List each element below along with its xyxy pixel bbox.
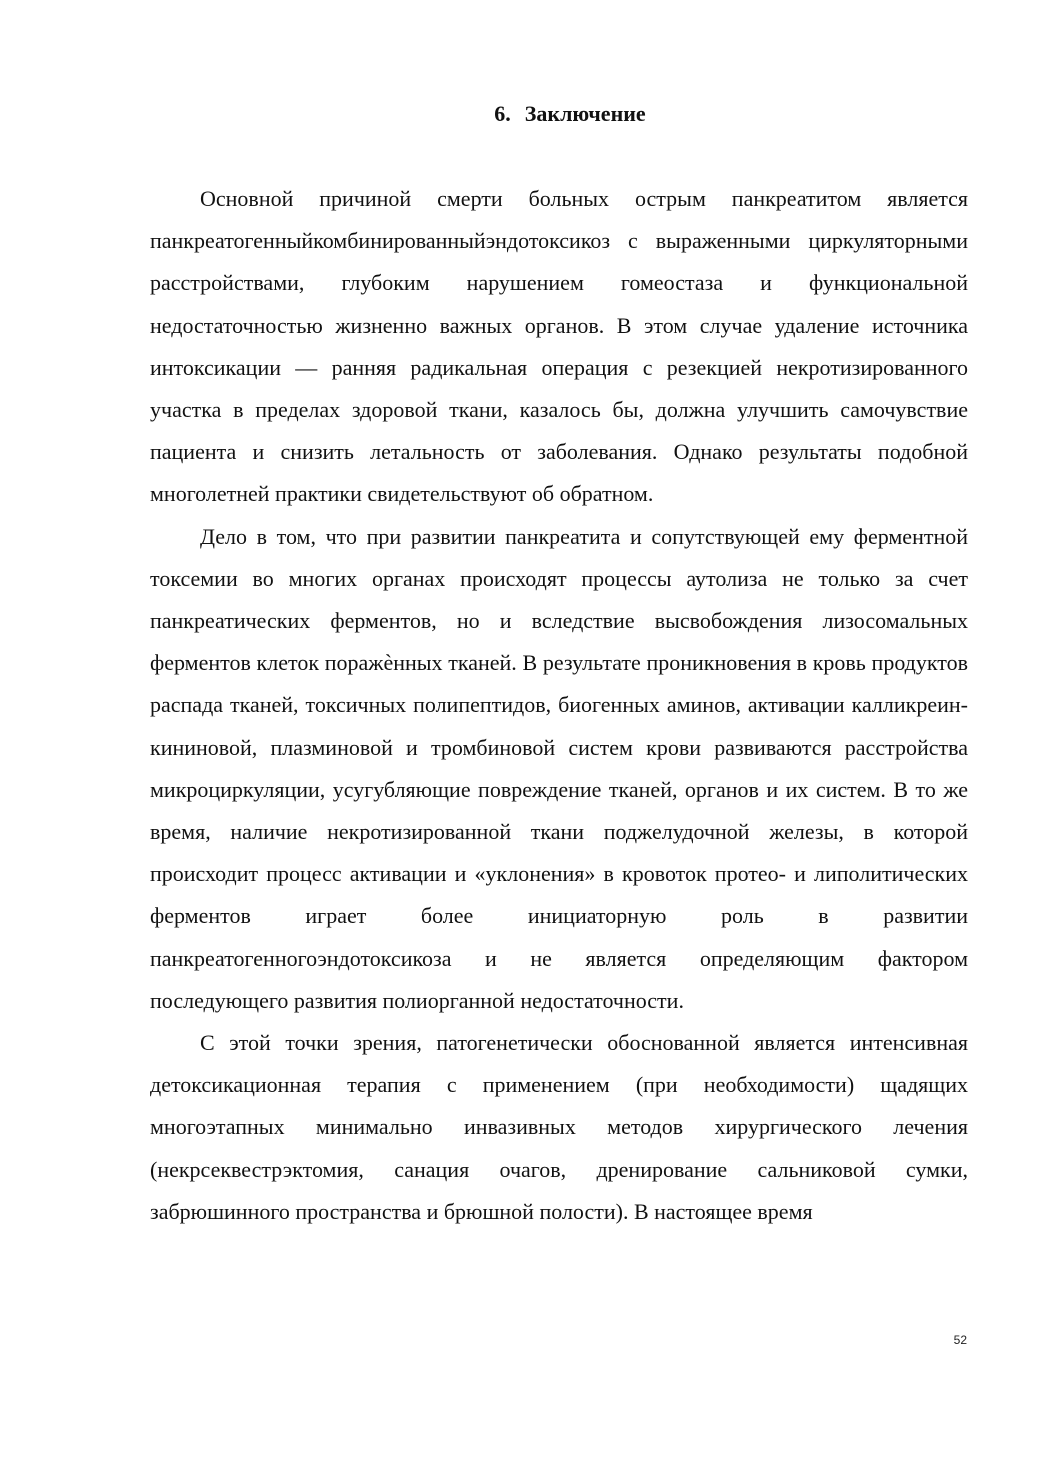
page-number: 52 <box>953 1333 967 1347</box>
section-heading <box>150 98 968 130</box>
section-title: Заключение <box>524 101 646 126</box>
paragraph-2: Дело в том, что при развитии панкреатита и сопутствующей ему ферментной токсемии во многих органах происходят процессы аутолиза не только за счет панкреатических ферментов, но и вследствие высвобождения лизосомальных ферментов клеток поражѐнных тканей. В результате проникновения в кровь продуктов распада тканей, токсичных полипептидов, биогенных аминов, активации калликреин-кининовой, плазминовой и тромбиновой систем крови развиваются расстройства микроциркуляции, усугубляющие повреждение тканей, органов и их систем. В то же время, наличие некротизированной ткани поджелудочной железы, в которой происходит процесс активации и «уклонения» в кровоток протео- и липолитических ферментов играет более инициаторную роль в развитии панкреатогенногоэндотоксикоза и не является определяющим фактором последующего развития полиорганной недостаточности. <box>150 523 968 1013</box>
paragraph-3: С этой точки зрения, патогенетически обоснованной является интенсивная детоксикационная терапия с применением (при необходимости) щадящих многоэтапных минимально инвазивных методов хирургического лечения (некрсеквестрэктомия, санация очагов, дренирование сальниковой сумки, забрюшинного пространства и брюшной полости). В настоящее время <box>150 1030 968 1224</box>
section-number: 6. <box>494 101 511 126</box>
paragraph-1: Основной причиной смерти больных острым панкреатитом является панкреатогенныйкомбинированныйэндотоксикоз с выраженными циркуляторными расстройствами, глубоким нарушением гомеостаза и функциональной недостаточностью жизненно важных органов. В этом случае удаление источника интоксикации — ранняя радикальная операция с резекцией некротизированного участка в пределах здоровой ткани, казалось бы, должна улучшить самочувствие пациента и снизить летальность от заболевания. Однако результаты подобной многолетней практики свидетельствуют об обратном. <box>150 186 968 507</box>
body-text <box>150 178 968 1233</box>
